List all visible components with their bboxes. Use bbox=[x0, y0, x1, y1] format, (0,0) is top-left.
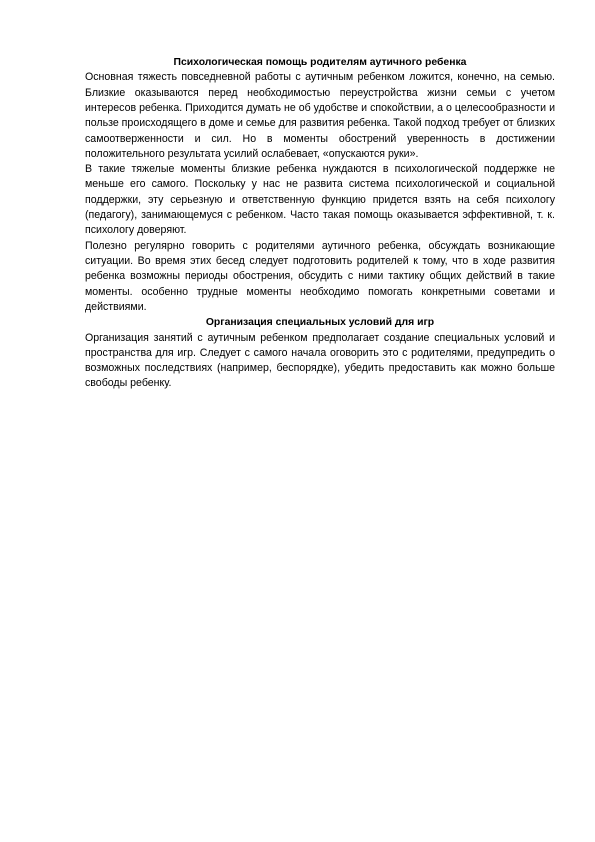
paragraph-family-burden: Основная тяжесть повседневной работы с аутичным ребенком ложится, конечно, на семью. Близкие оказываются перед необходимостью переустройства жизни семьи с учетом интересов ребенка. Приходится думать не об удобстве и спокойствии, а о целесообразности и пользе происходящего в доме и семье для развития ребенка. Такой подход требует от близких самоотверженности и сил. Но в моменты обострений уверенность в достижении положительного результата усилий ослабевает, «опускаются руки». bbox=[85, 71, 555, 160]
document-page bbox=[85, 55, 555, 392]
section-title-psychological-help: Психологическая помощь родителям аутичного ребенка bbox=[173, 57, 467, 68]
paragraph-play-organization: Организация занятий с аутичным ребенком предполагает создание специальных условий и пространства для игр. Следует с самого начала оговорить это с родителями, предупредить о возможных последствиях (например, беспорядке), убедить предоставить как можно больше свободы ребенку. bbox=[85, 331, 555, 390]
paragraph-talk-with-parents: Полезно регулярно говорить с родителями аутичного ребенка, обсуждать возникающие ситуации. Во время этих бесед следует подготовить родителей к тому, что в ходе развития ребенка возможны периоды обострения, обсудить с ними тактику общих действий в такие моменты. особенно трудные моменты необходимо помогать конкретными советами и действиями. bbox=[85, 239, 555, 313]
paragraph-support: В такие тяжелые моменты близкие ребенка нуждаются в психологической поддержке не меньше его самого. Поскольку у нас не развита система психологической и социальной поддержки, эту серьезную и ответственную функцию придется взять на себя психологу (педагогу), занимающемуся с ребенком. Часто такая помощь оказывается эффективной, т. к. психологу доверяют. bbox=[85, 163, 555, 237]
section-title-play-conditions: Организация специальных условий для игр bbox=[205, 317, 435, 329]
